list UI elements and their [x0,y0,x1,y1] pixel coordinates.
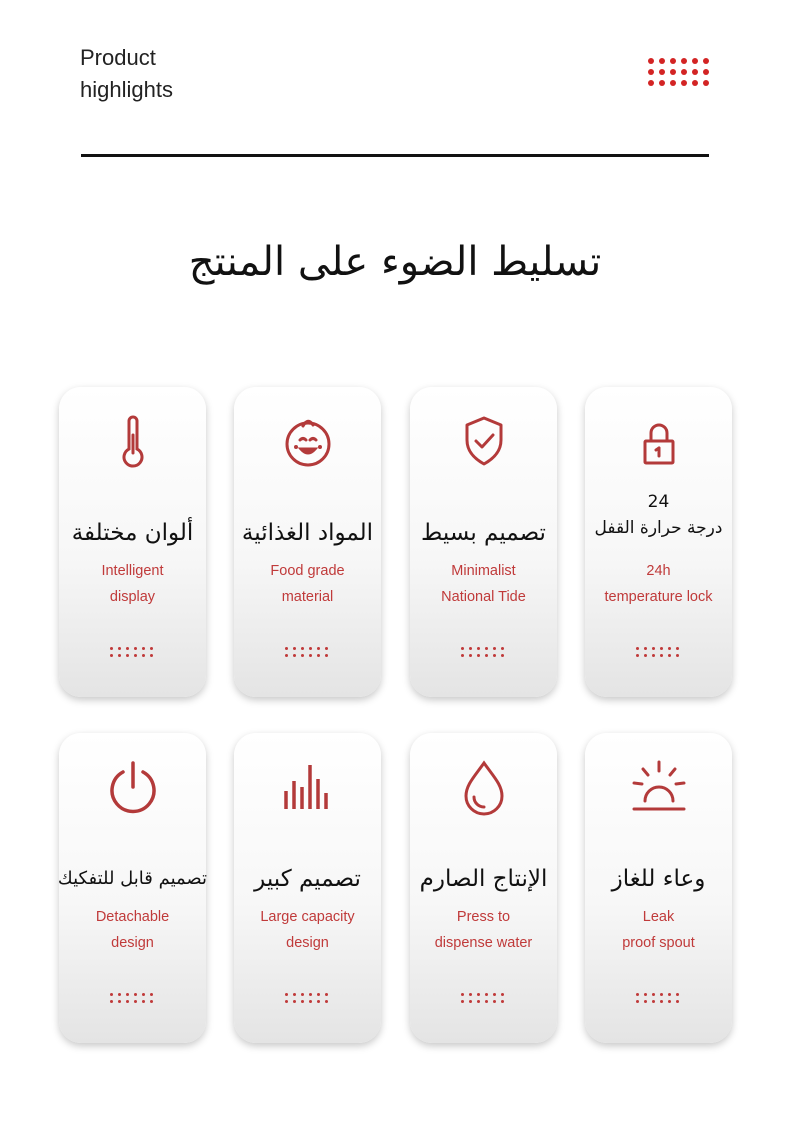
water-drop-icon [410,755,557,819]
feature-card-large-capacity [234,733,381,1043]
feature-title-ar: تصميم كبير [254,866,361,892]
decorative-dots [636,647,682,657]
feature-card-press-to-dispense [410,733,557,1043]
decorative-dots [285,993,331,1003]
baby-face-icon [234,409,381,473]
feature-caption: Minimalist National Tide [441,563,526,605]
power-icon [59,755,206,819]
header-divider [81,154,709,157]
feature-card-intelligent-display [59,387,206,697]
section-title-line1: Product [80,45,156,70]
feature-title-ar: الإنتاج الصارم [419,866,548,892]
feature-card-food-grade [234,387,381,697]
feature-title-ar: تصميم قابل للتفكيك [57,868,208,889]
feature-title-ar: 24 درجة حرارة القفل [594,492,723,538]
shield-check-icon [410,409,557,473]
decorative-dots [461,647,507,657]
equalizer-bars-icon [234,755,381,819]
feature-card-detachable [59,733,206,1043]
page-title: تسليط الضوء على المنتج [188,239,602,285]
feature-caption: Intelligent display [101,563,164,605]
padlock-icon [585,409,732,473]
decorative-dots [110,647,156,657]
feature-card-temperature-lock [585,387,732,697]
feature-title-ar: تصميم بسيط [421,520,546,546]
feature-title-ar: المواد الغذائية [241,520,374,546]
feature-caption: Detachable design [95,909,170,951]
thermometer-icon [59,409,206,473]
feature-card-leak-proof [585,733,732,1043]
decorative-dot-grid [648,58,710,94]
feature-caption: Food grade material [270,563,345,605]
feature-caption: Leak proof spout [622,909,695,951]
feature-caption: Press to dispense water [434,909,533,951]
feature-card-minimalist [410,387,557,697]
section-title [80,42,300,106]
feature-caption: Large capacity design [260,909,355,951]
decorative-dots [636,993,682,1003]
section-title-line2: highlights [80,77,173,102]
sunrise-icon [585,755,732,819]
feature-title-ar: ألوان مختلفة [71,520,194,546]
decorative-dots [110,993,156,1003]
feature-caption: 24h temperature lock [604,563,713,605]
decorative-dots [461,993,507,1003]
decorative-dots [285,647,331,657]
feature-title-ar: وعاء للغاز [611,866,706,892]
